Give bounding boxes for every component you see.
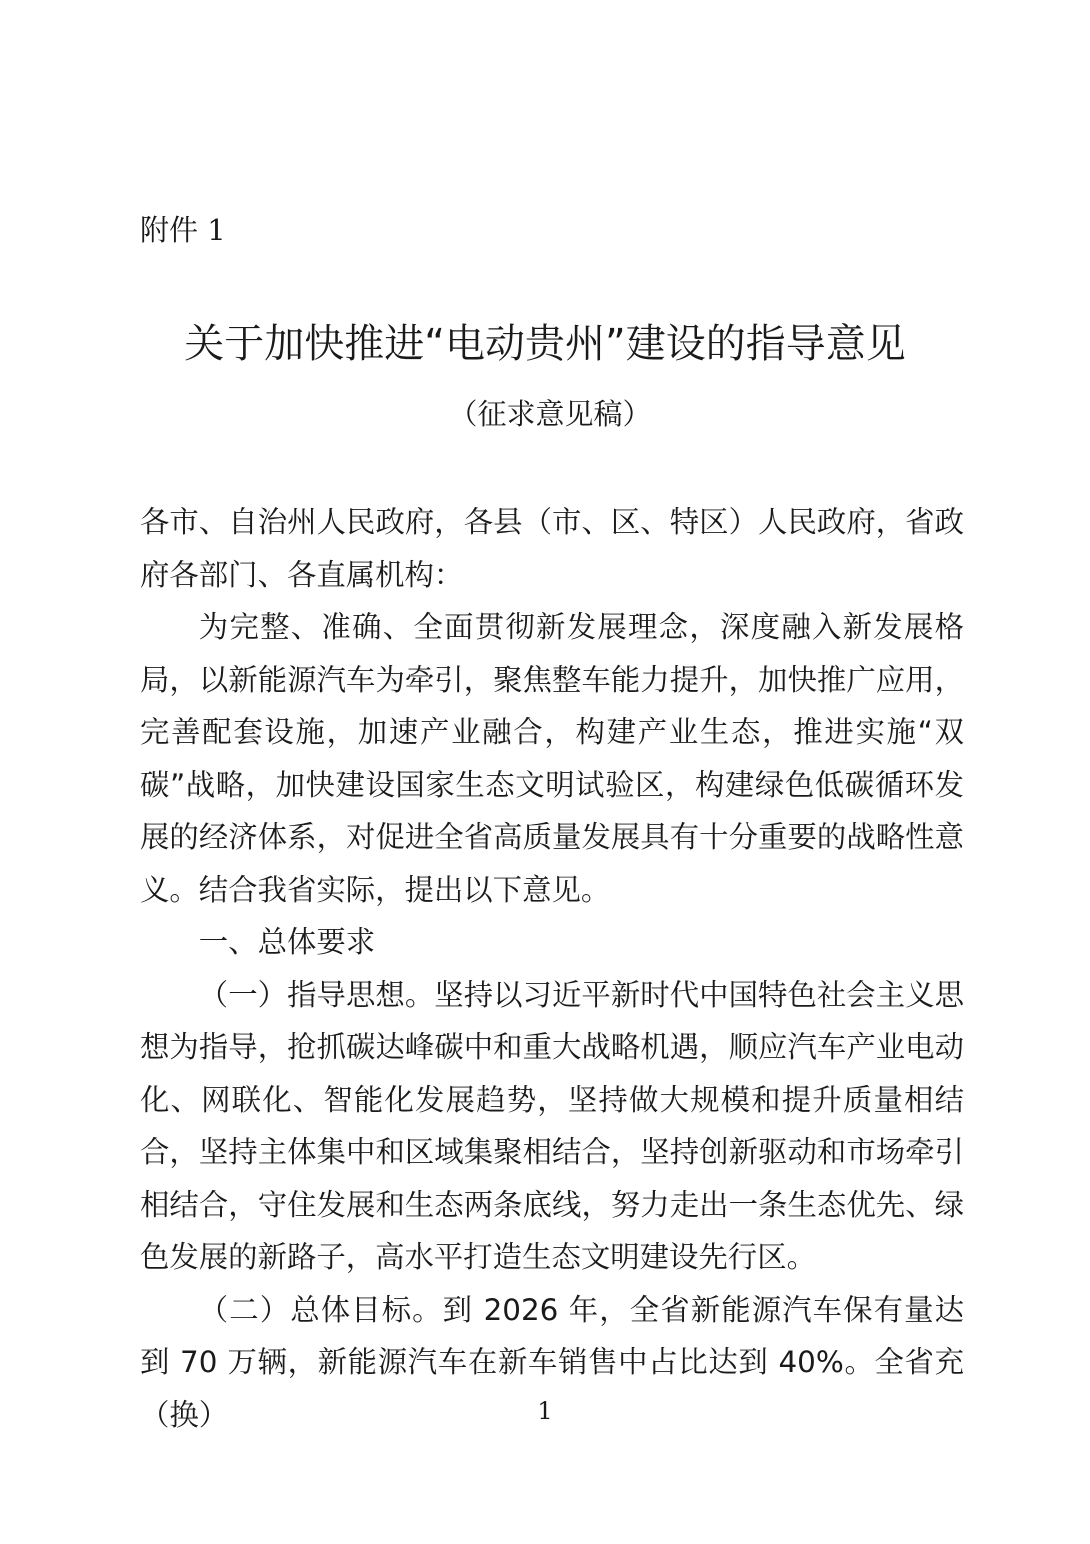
page-number: 1	[537, 1397, 553, 1425]
attachment-label: 附件 1	[140, 213, 226, 247]
addressee-paragraph: 各市、自治州人民政府，各县（市、区、特区）人民政府，省政府各部门、各直属机构：	[140, 505, 964, 592]
document-subtitle: （征求意见稿）	[448, 397, 652, 431]
overall-goal-paragraph: （二）总体目标。到 2026 年，全省新能源汽车保有量达到 70 万辆，新能源汽车在新车销售中占比达到 40%。全省充（换）	[140, 1292, 964, 1432]
document-title: 关于加快推进“电动贵州”建设的指导意见	[184, 321, 906, 367]
document-body	[140, 496, 964, 1441]
section-heading-general-requirements: 一、总体要求	[198, 925, 376, 959]
guiding-ideology-paragraph: （一）指导思想。坚持以习近平新时代中国特色社会主义思想为指导，抢抓碳达峰碳中和重大战略机遇，顺应汽车产业电动化、网联化、智能化发展趋势，坚持做大规模和提升质量相结合，坚持主体集中和区域集聚相结合，坚持创新驱动和市场牵引相结合，守住发展和生态两条底线，努力走出一条生态优先、绿色发展的新路子，高水平打造生态文明建设先行区。	[140, 977, 964, 1274]
intro-paragraph: 为完整、准确、全面贯彻新发展理念，深度融入新发展格局，以新能源汽车为牵引，聚焦整车能力提升，加快推广应用，完善配套设施，加速产业融合，构建产业生态，推进实施“双碳”战略，加快建设国家生态文明试验区，构建绿色低碳循环发展的经济体系，对促进全省高质量发展具有十分重要的战略性意义。结合我省实际，提出以下意见。	[140, 610, 964, 907]
